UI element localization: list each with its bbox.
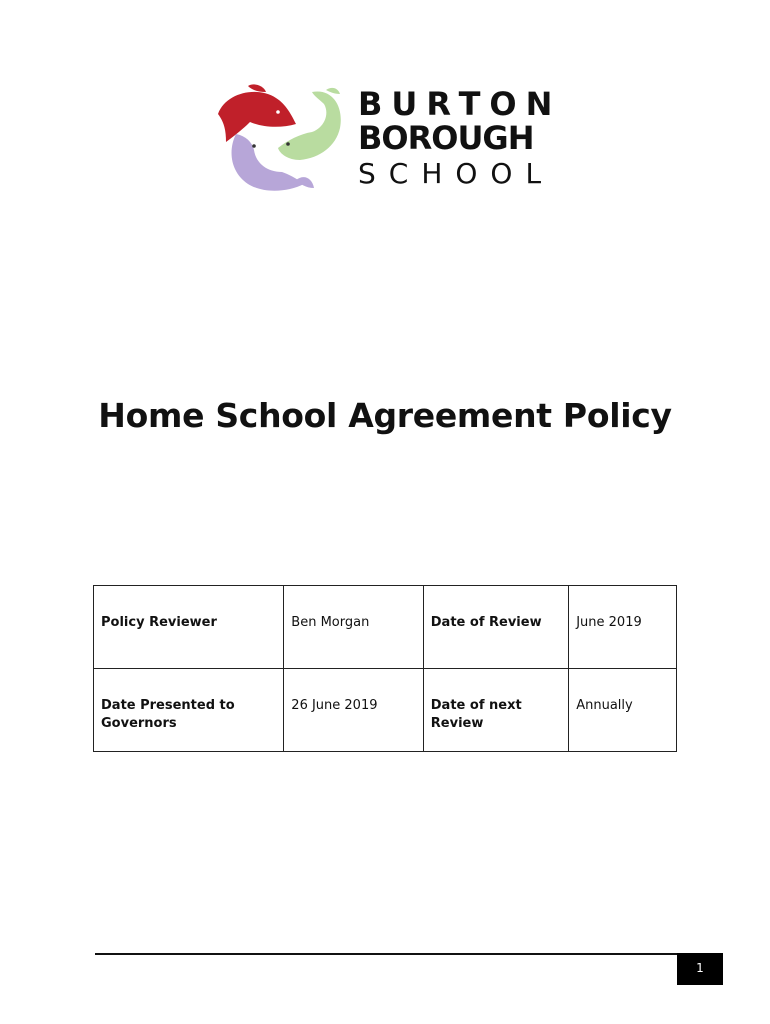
- three-fish-emblem-icon: [208, 84, 348, 194]
- page-number: 1: [677, 953, 723, 985]
- date-of-review-value: June 2019: [569, 586, 677, 669]
- wordmark-line-2: BOROUGH: [358, 119, 534, 157]
- school-wordmark: [358, 84, 568, 188]
- document-title: Home School Agreement Policy: [98, 396, 672, 435]
- school-logo: [208, 84, 568, 196]
- next-review-value: Annually: [569, 669, 677, 752]
- table-row: [94, 586, 677, 669]
- policy-reviewer-value: Ben Morgan: [284, 586, 423, 669]
- date-of-review-label: Date of Review: [423, 586, 568, 669]
- wordmark-line-1: BURTON: [358, 85, 562, 123]
- table-row: [94, 669, 677, 752]
- policy-details-table: [93, 585, 677, 752]
- red-fish-icon: [218, 92, 296, 142]
- date-presented-label: Date Presented to Governors: [94, 669, 284, 752]
- wordmark-line-3: SCHOOL: [358, 157, 555, 190]
- footer-divider: [95, 953, 677, 955]
- next-review-label: Date of next Review: [423, 669, 568, 752]
- policy-reviewer-label: Policy Reviewer: [94, 586, 284, 669]
- date-presented-value: 26 June 2019: [284, 669, 423, 752]
